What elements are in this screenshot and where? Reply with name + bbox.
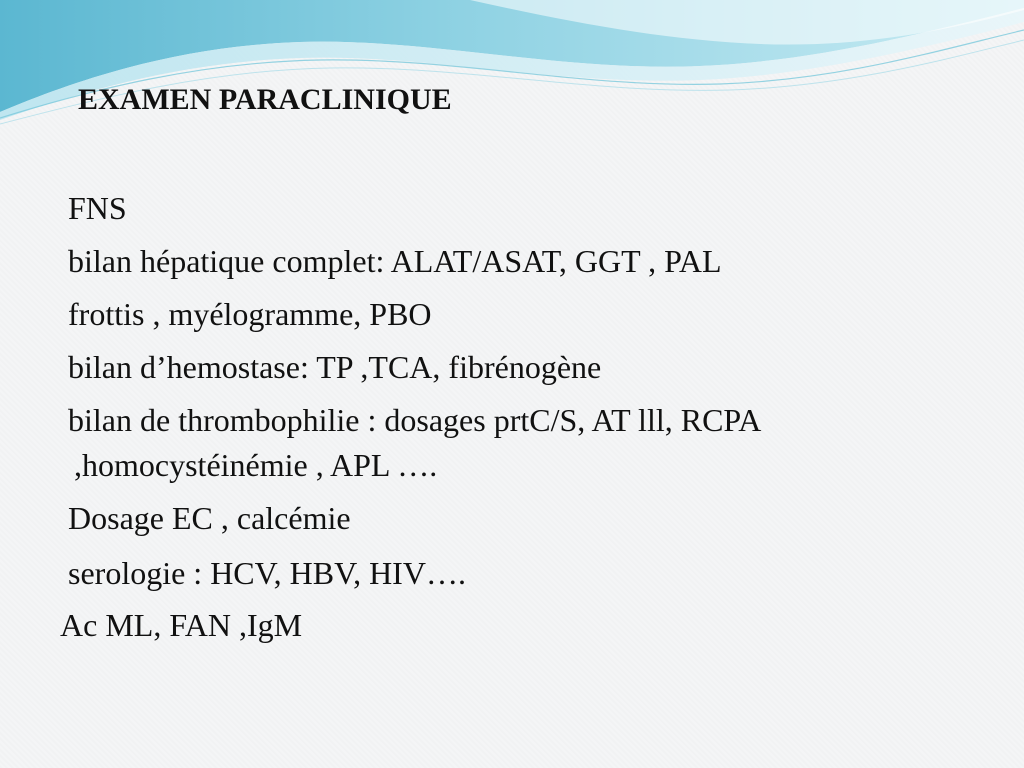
list-item-frottis: frottis , myélogramme, PBO xyxy=(68,296,432,332)
list-item-bilan-thrombophilie: bilan de thrombophilie : dosages prtC/S, AT lll, RCPA xyxy=(68,402,762,438)
list-item-bilan-thrombophilie-continued: ,homocystéinémie , APL …. xyxy=(74,447,438,483)
list-item-dosage-ec: Dosage EC , calcémie xyxy=(68,500,351,536)
list-item-ac-ml: Ac ML, FAN ,IgM xyxy=(60,607,303,643)
list-item-bilan-hemostase: bilan d’hemostase: TP ,TCA, fibrénogène xyxy=(68,349,602,385)
list-item-fns: FNS xyxy=(68,190,127,226)
slide-title: EXAMEN PARACLINIQUE xyxy=(78,83,452,116)
list-item-bilan-hepatique: bilan hépatique complet: ALAT/ASAT, GGT , PAL xyxy=(68,243,722,279)
list-item-serologie: serologie : HCV, HBV, HIV…. xyxy=(68,555,466,591)
